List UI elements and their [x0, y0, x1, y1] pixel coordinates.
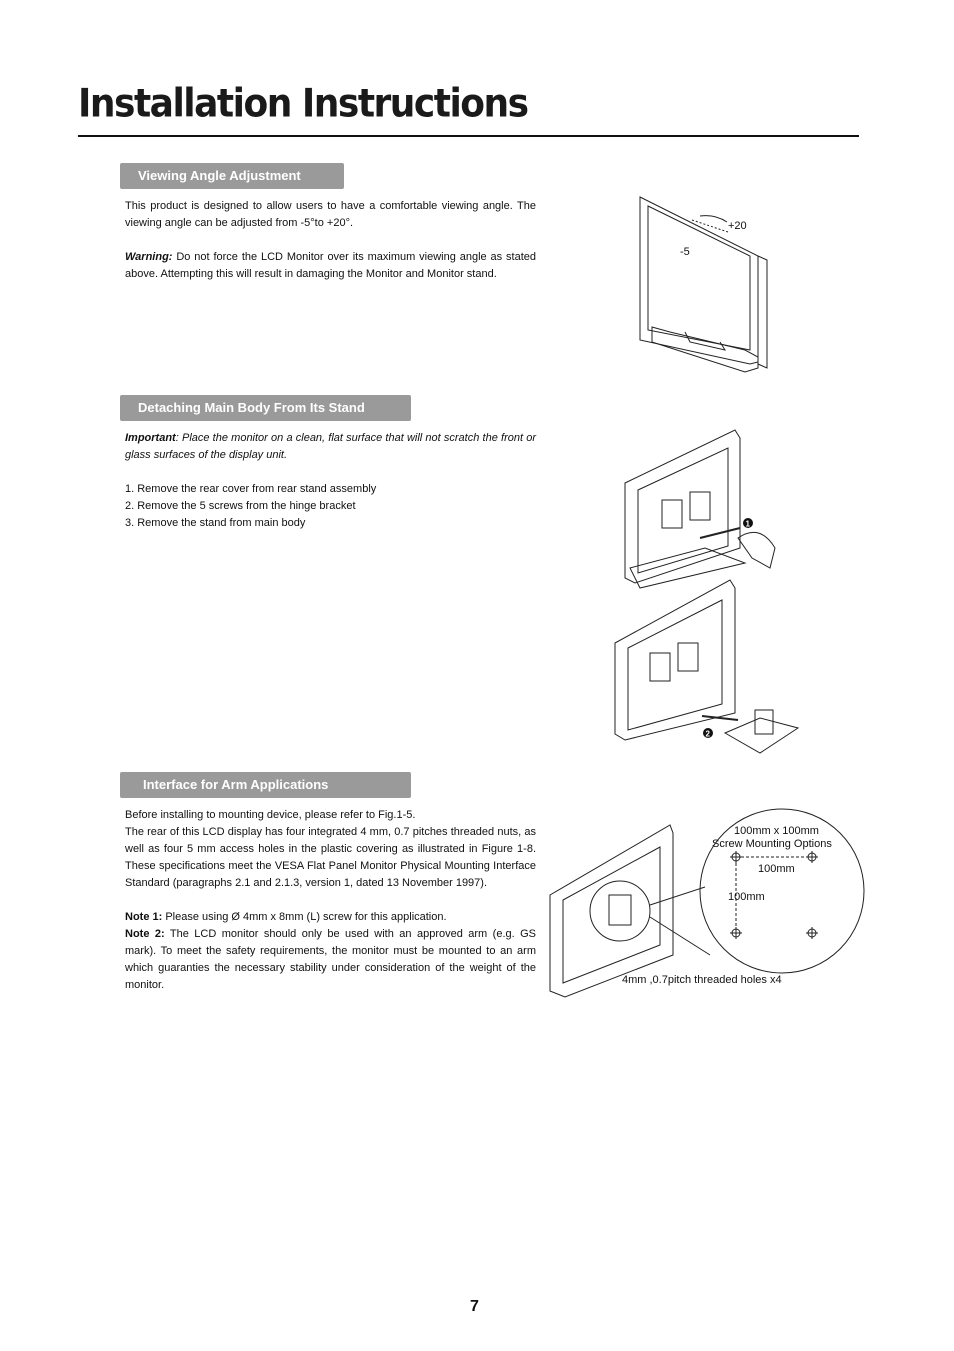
marker-1-label: 1 — [745, 519, 750, 529]
zoom-circle — [590, 881, 650, 941]
title-divider — [78, 135, 859, 137]
note-1-text: Please using Ø 4mm x 8mm (L) screw for this application. — [162, 911, 447, 923]
callout-title-1: 100mm x 100mm — [734, 825, 819, 837]
vesa-plate — [609, 895, 631, 925]
arm-text — [125, 807, 536, 994]
section-tab-viewing-angle: Viewing Angle Adjustment — [120, 163, 344, 189]
screw-hole-icon — [730, 851, 742, 863]
zoom-line-bottom — [650, 917, 710, 955]
vent-panel-1b — [690, 492, 710, 520]
step-item: 2. Remove the 5 screws from the hinge bracket — [125, 500, 356, 512]
vent-panel-2 — [650, 653, 670, 681]
angle-up-label: +20 — [728, 220, 747, 232]
zoom-line-top — [650, 887, 705, 905]
step-item: 3. Remove the stand from main body — [125, 517, 306, 529]
vesa-mount-figure — [545, 805, 867, 1005]
detaching-text — [125, 430, 536, 532]
monitor-back-3 — [550, 825, 673, 997]
stand-1 — [630, 548, 745, 588]
note-2-label: Note 2: — [125, 928, 165, 940]
section-tab-arm: Interface for Arm Applications — [120, 772, 411, 798]
important-label: Important — [125, 432, 176, 444]
warning-note — [125, 249, 536, 283]
warning-text: Do not force the LCD Monitor over its maximum viewing angle as stated above. Attempting this will result in damaging the Monitor and Monitor stand. — [125, 251, 536, 280]
section-tab-detaching: Detaching Main Body From Its Stand — [120, 395, 411, 421]
hinge-bracket — [755, 710, 773, 734]
monitor-back-2 — [615, 580, 735, 740]
vent-panel-1 — [662, 500, 682, 528]
important-text: : Place the monitor on a clean, flat surface that will not scratch the front or glass surfaces of the display unit. — [125, 432, 536, 461]
arm-paragraph: The rear of this LCD display has four integrated 4 mm, 0.7 pitches threaded nuts, as well as four 5 mm access holes in the plastic covering as illustrated in Figure 1-8. These specifications meet the VESA Flat Panel Monitor Physical Mounting Interface Standard (paragraphs 2.1 and 2.1.3, version 1, dated 13 November 1997). — [125, 826, 536, 889]
note-2-text: The LCD monitor should only be used with an approved arm (e.g. GS mark). To meet the safety requirements, the monitor must be mounted to an arm which guaranties the necessary stability under consideration of the weight of the monitor. — [125, 928, 537, 991]
monitor-side — [758, 256, 767, 368]
rear-panel-3 — [563, 847, 660, 983]
note-1 — [125, 909, 536, 926]
dim-vertical-label: 100mm — [728, 891, 765, 903]
rear-panel-2 — [628, 600, 722, 730]
page-number: 7 — [470, 1298, 479, 1315]
step-item: 1. Remove the rear cover from rear stand assembly — [125, 483, 377, 495]
page-title: Installation Instructions — [78, 82, 528, 127]
angle-down-label: -5 — [680, 246, 690, 258]
dim-horizontal-label: 100mm — [758, 863, 795, 875]
arm-intro: Before installing to mounting device, please refer to Fig.1-5. — [125, 809, 416, 821]
important-note — [125, 430, 536, 464]
marker-2-label: 2 — [705, 729, 710, 739]
screw-hole-icon — [806, 927, 818, 939]
viewing-angle-paragraph: This product is designed to allow users to have a comfortable viewing angle. The viewing angle can be adjusted from -5°to +20°. — [125, 200, 536, 229]
stand-2 — [725, 718, 798, 753]
detaching-figure — [610, 428, 800, 760]
note-1-label: Note 1: — [125, 911, 163, 923]
viewing-angle-text — [125, 198, 536, 283]
warning-label: Warning: — [125, 251, 173, 263]
callout-title-2: Screw Mounting Options — [712, 838, 832, 850]
screw-hole-icon — [806, 851, 818, 863]
holes-label: 4mm ,0.7pitch threaded holes x4 — [622, 974, 782, 986]
screw-hole-icon — [730, 927, 742, 939]
arrow-1-icon — [700, 528, 740, 538]
angle-arc-icon — [700, 216, 727, 222]
vent-panel-2b — [678, 643, 698, 671]
note-2 — [125, 926, 536, 994]
viewing-angle-figure — [630, 192, 780, 384]
